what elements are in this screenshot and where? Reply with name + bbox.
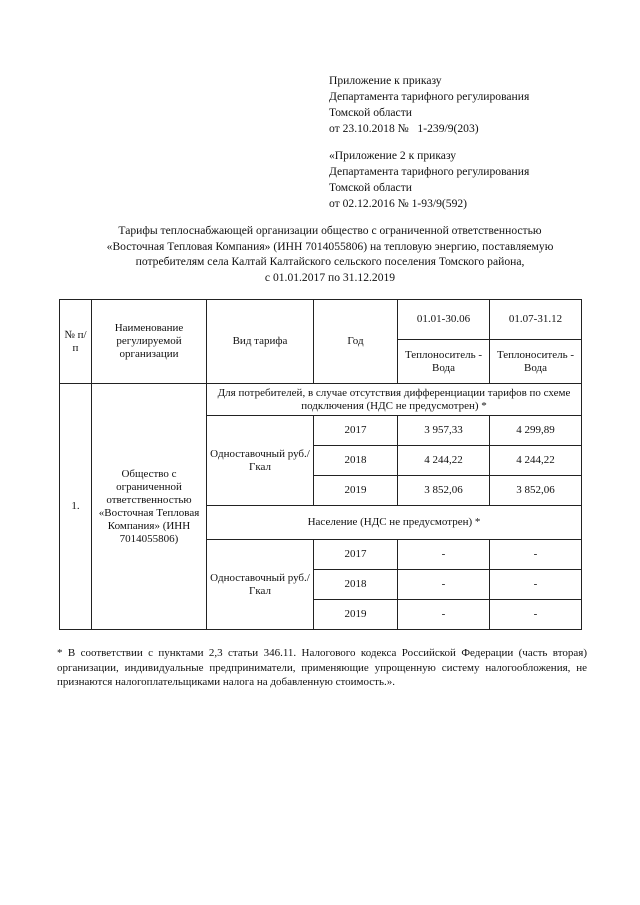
header-organization: Наименование регулируемой организации (92, 300, 207, 384)
tariff-value-cell: - (398, 570, 490, 600)
header-row-number: № п/п (60, 300, 92, 384)
attachment-header-line: Департамента тарифного регулирования (329, 90, 530, 103)
document-title (50, 223, 610, 285)
tariff-value-cell: 3 852,06 (398, 476, 490, 506)
tariff-value-cell: 3 852,06 (490, 476, 582, 506)
attachment-header (329, 73, 529, 137)
header-year: Год (314, 300, 398, 384)
tariff-value-cell: - (490, 540, 582, 570)
header-heat-carrier: Теплоноситель - Вода (398, 340, 490, 384)
year-cell: 2018 (314, 570, 398, 600)
tariff-type-cell: Одноставочный руб./Гкал (207, 416, 314, 506)
tariff-type-cell: Одноставочный руб./Гкал (207, 540, 314, 630)
tariff-value-cell: 4 244,22 (398, 446, 490, 476)
attachment-header-line: Приложение к приказу (329, 74, 442, 87)
footnote: * В соответствии с пунктами 2,3 статьи 346.11. Налогового кодекса Российской Федерации (часть вторая) организации, индивидуальные предприниматели, применяющие упрощенную систему налогообложения, не признаются налогоплательщиками налога на добавленную стоимость.». (57, 647, 587, 688)
attachment-header-line: Томской области (329, 106, 412, 119)
year-cell: 2017 (314, 416, 398, 446)
title-line: «Восточная Тепловая Компания» (ИНН 7014055806) на тепловую энергию, поставляемую (106, 239, 554, 253)
tariff-value-cell: 3 957,33 (398, 416, 490, 446)
header-period-second-half: 01.07-31.12 (490, 300, 582, 340)
previous-header-line: «Приложение 2 к приказу (329, 149, 457, 162)
year-cell: 2018 (314, 446, 398, 476)
tariff-table (59, 299, 582, 630)
header-period-first-half: 01.01-30.06 (398, 300, 490, 340)
attachment-header-date-number: от 23.10.2018 № 1-239/9(203) (329, 122, 479, 135)
year-cell: 2019 (314, 476, 398, 506)
row-number-cell: 1. (60, 384, 92, 630)
consumer-category-label: Население (НДС не предусмотрен) * (207, 506, 582, 540)
tariff-value-cell: 4 299,89 (490, 416, 582, 446)
previous-header-line: Томской области (329, 181, 412, 194)
title-line: Тарифы теплоснабжающей организации общество с ограниченной ответственностью (118, 224, 542, 237)
consumer-category-label: Для потребителей, в случае отсутствия дифференциации тарифов по схеме подключения (НДС не предусмотрен) * (207, 384, 582, 416)
year-cell: 2017 (314, 540, 398, 570)
header-heat-carrier: Теплоноситель - Вода (490, 340, 582, 384)
tariff-value-cell: 4 244,22 (490, 446, 582, 476)
tariff-value-cell: - (490, 570, 582, 600)
title-line: потребителям села Калтай Калтайского сельского поселения Томского района, (135, 255, 525, 268)
organization-name-cell: Общество с ограниченной ответственностью «Восточная Тепловая Компания» (ИНН 7014055806) (92, 384, 207, 630)
tariff-value-cell: - (398, 540, 490, 570)
previous-attachment-header (329, 148, 529, 212)
previous-header-date-number: от 02.12.2016 № 1-93/9(592) (329, 197, 468, 210)
header-tariff-type: Вид тарифа (207, 300, 314, 384)
year-cell: 2019 (314, 600, 398, 630)
previous-header-line: Департамента тарифного регулирования (329, 165, 530, 178)
tariff-value-cell: - (490, 600, 582, 630)
tariff-value-cell: - (398, 600, 490, 630)
title-line: с 01.01.2017 по 31.12.2019 (264, 270, 396, 284)
